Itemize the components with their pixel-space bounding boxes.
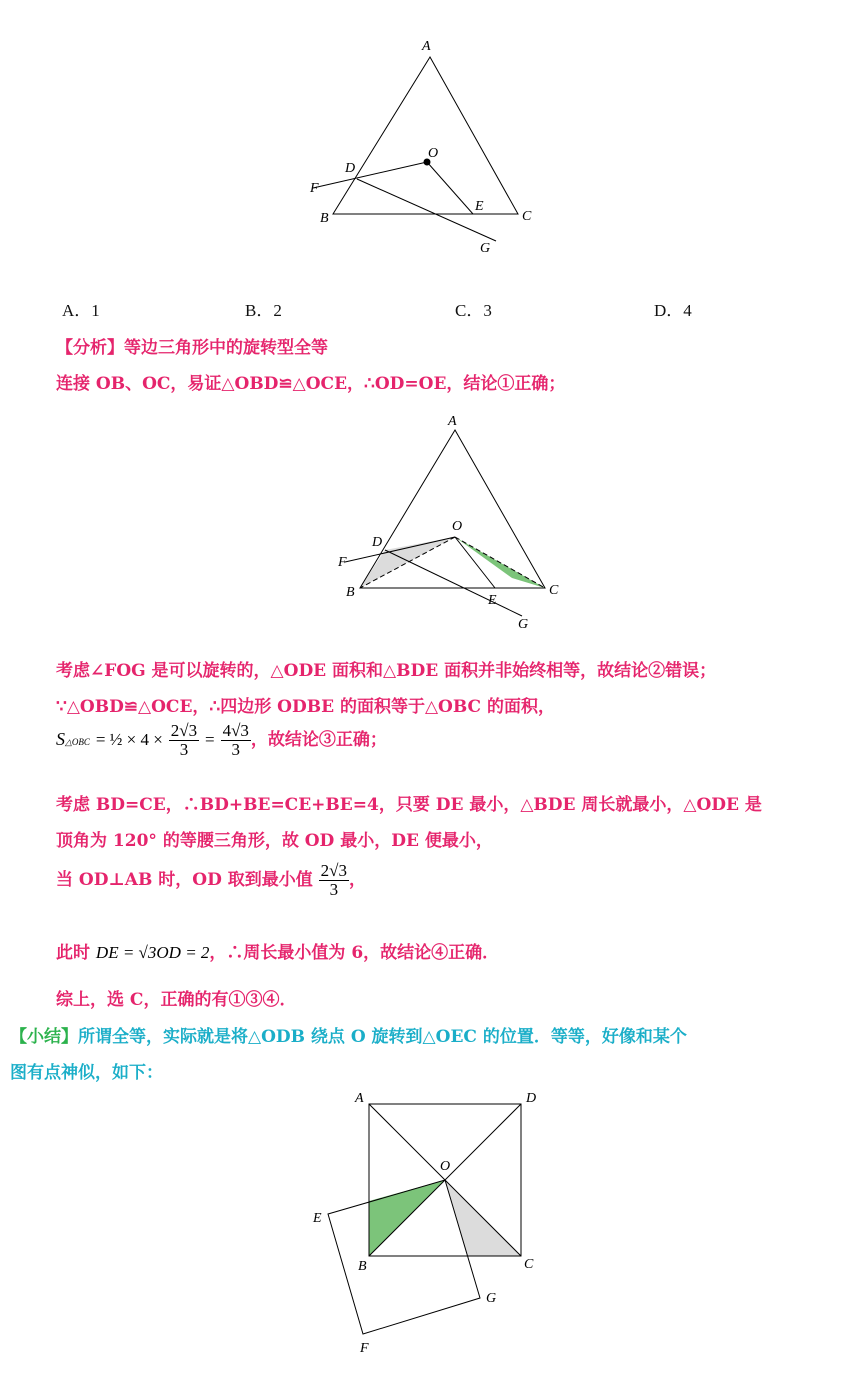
svg-text:C: C: [549, 583, 559, 598]
analysis-line-6: 当 OD⊥AB 时，OD 取到最小值 $\frac{2√3}{3}$ ，: [56, 861, 367, 899]
svg-text:G: G: [518, 617, 529, 632]
svg-text:E: E: [313, 1211, 322, 1226]
svg-text:F: F: [310, 181, 319, 196]
area-formula: S△OBC = ½ × 4 × $\frac{2√3}{3}$ = $\frac{4√3}{3}$ ，故结论③正确；: [56, 721, 387, 759]
svg-text:B: B: [358, 1259, 367, 1274]
svg-text:C: C: [524, 1257, 534, 1272]
analysis-line-5: 顶角为 120° 的等腰三角形，故 OD 最小，DE 便最小，: [56, 831, 493, 851]
svg-text:A: A: [422, 39, 431, 54]
svg-text:G: G: [480, 241, 491, 256]
svg-text:B: B: [346, 585, 355, 600]
option-b[interactable]: B．2: [245, 301, 282, 320]
svg-text:B: B: [320, 211, 329, 226]
option-c[interactable]: C．3: [455, 301, 492, 320]
svg-text:C: C: [522, 209, 532, 224]
analysis-conclusion: 综上，选 C，正确的有①③④．: [56, 990, 297, 1010]
svg-text:O: O: [428, 146, 439, 161]
figure-3-squares: [312, 1091, 536, 1356]
svg-text:O: O: [452, 519, 463, 534]
figure-2-triangle-shaded: [337, 414, 559, 632]
svg-text:D: D: [345, 161, 356, 176]
svg-text:A: A: [355, 1091, 364, 1106]
svg-text:A: A: [448, 414, 457, 429]
svg-text:D: D: [526, 1091, 537, 1106]
analysis-line-3: ∵△OBD≌△OCE，∴四边形 ODBE 的面积等于△OBC 的面积，: [56, 697, 555, 717]
svg-text:O: O: [440, 1159, 451, 1174]
svg-text:E: E: [488, 593, 497, 608]
analysis-line-7: 此时 DE = √3OD = 2，∴周长最小值为 6，故结论④正确．: [56, 943, 500, 963]
summary-line-2: 图有点神似，如下：: [10, 1063, 163, 1083]
svg-text:F: F: [338, 555, 347, 570]
svg-text:D: D: [372, 535, 383, 550]
svg-text:G: G: [486, 1291, 497, 1306]
summary-line-1: 【小结】所谓全等，实际就是将△ODB 绕点 O 旋转到△OEC 的位置．等等，好像和某个: [10, 1027, 687, 1047]
option-a[interactable]: A．1: [62, 301, 100, 320]
option-d[interactable]: D．4: [654, 301, 692, 320]
analysis-line-4: 考虑 BD=CE，∴BD+BE=CE+BE=4，只要 DE 最小，△BDE 周长就最小，△ODE 是: [56, 795, 762, 815]
analysis-line-2: 考虑∠FOG 是可以旋转的，△ODE 面积和△BDE 面积并非始终相等，故结论②错误；: [56, 661, 717, 681]
svg-text:F: F: [360, 1341, 369, 1356]
svg-text:E: E: [475, 199, 484, 214]
figure-1-equilateral-triangle: [313, 57, 518, 241]
analysis-line-1: 连接 OB、OC，易证△OBD≌△OCE，∴OD=OE，结论①正确；: [56, 374, 566, 394]
analysis-heading: 【分析】等边三角形中的旋转型全等: [56, 338, 328, 358]
